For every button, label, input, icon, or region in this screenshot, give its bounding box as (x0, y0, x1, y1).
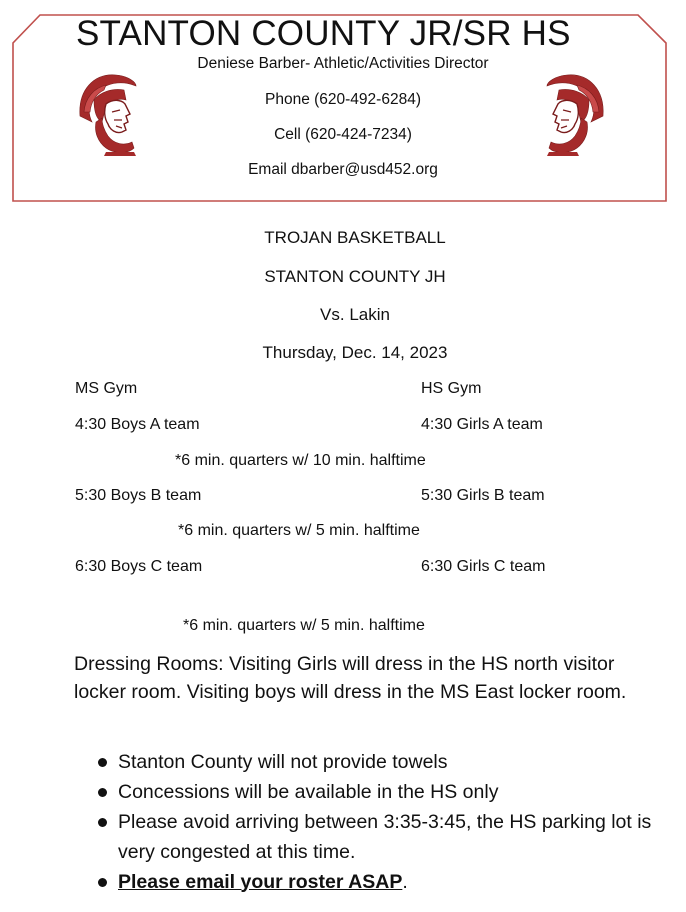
schedule-hs-game: 4:30 Girls A team (421, 416, 543, 433)
event-opponent: Vs. Lakin (320, 305, 390, 324)
hs-gym-heading: HS Gym (421, 380, 482, 397)
schedule-hs-game: 6:30 Girls C team (421, 558, 546, 575)
schedule-ms-game: 5:30 Boys B team (75, 487, 202, 504)
list-item: Please avoid arriving between 3:35-3:45, the HS parking lot is very congested at this time. (96, 808, 656, 867)
schedule-note: *6 min. quarters w/ 5 min. halftime (183, 617, 425, 634)
cell-line: Cell (620-424-7234) (274, 126, 412, 143)
ms-gym-heading: MS Gym (75, 380, 138, 397)
email-line[interactable]: Email dbarber@usd452.org (248, 161, 438, 178)
dressing-rooms-text: Dressing Rooms: Visiting Girls will dress in the HS north visitor locker room. Visiting boys will dress in the MS East locker room. (74, 653, 627, 703)
school-title: STANTON COUNTY JR/SR HS (76, 14, 571, 53)
list-item (96, 868, 656, 898)
schedule-ms-game: 4:30 Boys A team (75, 416, 200, 433)
event-sport: TROJAN BASKETBALL (264, 228, 446, 247)
schedule-note: *6 min. quarters w/ 10 min. halftime (175, 452, 426, 469)
director-line: Deniese Barber- Athletic/Activities Director (197, 55, 489, 72)
roster-request-link[interactable]: Please email your roster ASAP (118, 870, 403, 893)
phone-line: Phone (620-492-6284) (265, 91, 421, 108)
list-item: Stanton County will not provide towels (96, 748, 656, 778)
schedule-ms-game: 6:30 Boys C team (75, 558, 203, 575)
schedule-hs-game: 5:30 Girls B team (421, 487, 545, 504)
event-date: Thursday, Dec. 14, 2023 (262, 343, 448, 362)
notes-list (96, 748, 656, 898)
roster-suffix: . (402, 870, 408, 893)
trojan-helmet-logo (76, 70, 142, 158)
event-level: STANTON COUNTY JH (264, 267, 446, 286)
list-item: Concessions will be available in the HS only (96, 778, 656, 808)
schedule-note: *6 min. quarters w/ 5 min. halftime (178, 522, 420, 539)
trojan-helmet-logo (541, 70, 607, 158)
